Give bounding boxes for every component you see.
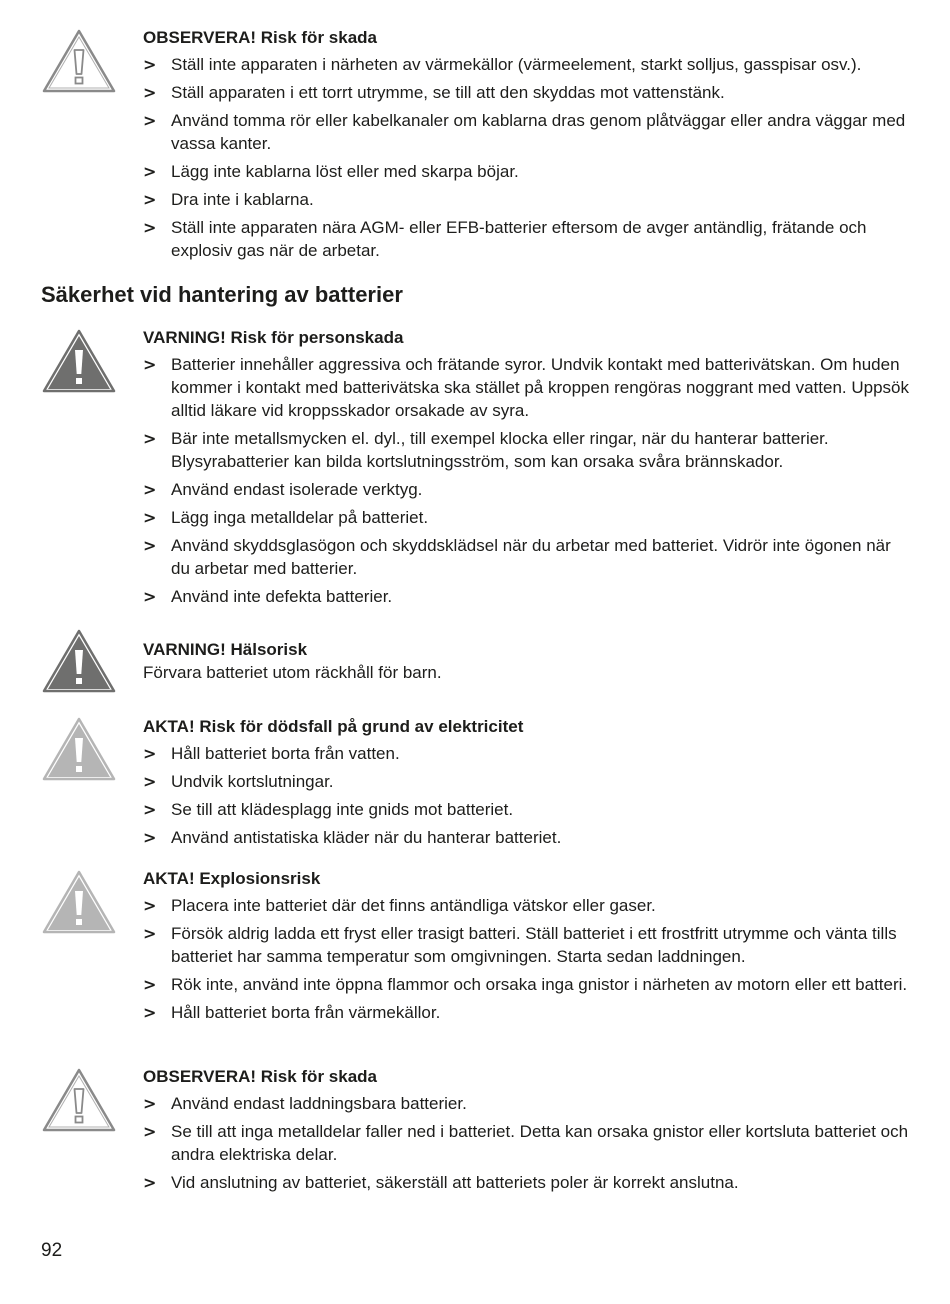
list-item: > Använd endast isolerade verktyg. — [143, 480, 423, 499]
chevron-right-icon: > — [143, 744, 157, 763]
chevron-right-icon: > — [143, 828, 157, 847]
chevron-right-icon: > — [143, 508, 157, 527]
list-item: > Använd tomma rör eller kabelkanaler om kablarna dras genom plåtväggar eller andra väggar med vassa kanter. — [143, 111, 906, 153]
chevron-right-icon: > — [143, 218, 157, 237]
chevron-right-icon: > — [143, 1003, 157, 1022]
warning-triangle-gray-icon — [41, 716, 117, 782]
list-item: > Använd skyddsglasögon och skyddsklädsel när du arbetar med batteriet. Vidrör inte ögonen när du arbetar med batterier. — [143, 536, 891, 578]
section-heading: Säkerhet vid hantering av batterier — [41, 282, 403, 307]
notice-list — [143, 1092, 913, 1194]
notice-title: OBSERVERA! Risk för skada — [143, 28, 377, 47]
chevron-right-icon: > — [143, 1094, 157, 1113]
page-number: 92 — [41, 1240, 63, 1261]
chevron-right-icon: > — [143, 111, 157, 130]
list-item: > Ställ inte apparaten nära AGM- eller EFB-batterier eftersom de avger antändlig, frätande och explosiv gas när de arbetar. — [143, 218, 867, 260]
list-item: > Batterier innehåller aggressiva och frätande syror. Undvik kontakt med batterivätskan. Om huden kommer i kontakt med batterivätska ska stället på kroppen rengöras noggrant med vatten. Uppsök alltid läkare vid kroppsskador orsakade av syra. — [143, 355, 909, 420]
list-item: > Håll batteriet borta från vatten. — [143, 744, 400, 763]
notice-list — [143, 742, 913, 849]
chevron-right-icon: > — [143, 924, 157, 943]
notice-list — [143, 53, 913, 262]
notice-title: VARNING! Hälsorisk — [143, 640, 308, 659]
notice-list — [143, 894, 913, 1024]
list-item: > Bär inte metallsmycken el. dyl., till exempel klocka eller ringar, när du hanterar batterier. Blysyrabatterier kan bilda kortslutningsström, som kan orsaka svåra brännskador. — [143, 429, 829, 471]
chevron-right-icon: > — [143, 1173, 157, 1192]
list-item: > Lägg inte kablarna löst eller med skarpa böjar. — [143, 162, 519, 181]
list-item: > Rök inte, använd inte öppna flammor och orsaka inga gnistor i närheten av motorn eller ett batteri. — [143, 975, 908, 994]
list-item: > Undvik kortslutningar. — [143, 772, 334, 791]
chevron-right-icon: > — [143, 162, 157, 181]
warning-triangle-dark-icon — [41, 628, 117, 694]
list-item: > Håll batteriet borta från värmekällor. — [143, 1003, 441, 1022]
notice-title: AKTA! Explosionsrisk — [143, 869, 321, 888]
list-item: > Använd antistatiska kläder när du hanterar batteriet. — [143, 828, 562, 847]
list-item: > Lägg inga metalldelar på batteriet. — [143, 508, 429, 527]
warning-triangle-outline-icon — [41, 1067, 117, 1133]
list-item: > Ställ inte apparaten i närheten av värmekällor (värmeelement, starkt solljus, gasspisar osv.). — [143, 55, 862, 74]
chevron-right-icon: > — [143, 429, 157, 448]
list-item: > Se till att inga metalldelar faller ned i batteriet. Detta kan orsaka gnistor eller kortsluta batteriet och andra elektriska delar. — [143, 1122, 909, 1164]
list-item: > Dra inte i kablarna. — [143, 190, 314, 209]
chevron-right-icon: > — [143, 1122, 157, 1141]
list-item: > Använd inte defekta batterier. — [143, 587, 393, 606]
notice-title: OBSERVERA! Risk för skada — [143, 1067, 377, 1086]
chevron-right-icon: > — [143, 355, 157, 374]
warning-triangle-outline-icon — [41, 28, 117, 94]
chevron-right-icon: > — [143, 896, 157, 915]
chevron-right-icon: > — [143, 190, 157, 209]
chevron-right-icon: > — [143, 536, 157, 555]
list-item: > Försök aldrig ladda ett fryst eller trasigt batteri. Ställ batteriet i ett frostfritt utrymme och vänta tills batteriet har samma temperatur som omgivningen. Starta sedan laddningen. — [143, 924, 897, 966]
chevron-right-icon: > — [143, 975, 157, 994]
list-item: > Använd endast laddningsbara batterier. — [143, 1094, 467, 1113]
notice-list — [143, 353, 913, 608]
list-item: > Vid anslutning av batteriet, säkerställ att batteriets poler är korrekt anslutna. — [143, 1173, 739, 1192]
chevron-right-icon: > — [143, 587, 157, 606]
notice-title: VARNING! Risk för personskada — [143, 328, 404, 347]
warning-triangle-dark-icon — [41, 328, 117, 394]
notice-title: AKTA! Risk för dödsfall på grund av elektricitet — [143, 717, 524, 736]
list-item: > Ställ apparaten i ett torrt utrymme, se till att den skyddas mot vattenstänk. — [143, 83, 725, 102]
chevron-right-icon: > — [143, 772, 157, 791]
warning-triangle-gray-icon — [41, 869, 117, 935]
notice-text: Förvara batteriet utom räckhåll för barn. — [143, 663, 442, 682]
chevron-right-icon: > — [143, 480, 157, 499]
chevron-right-icon: > — [143, 800, 157, 819]
chevron-right-icon: > — [143, 55, 157, 74]
list-item: > Se till att klädesplagg inte gnids mot batteriet. — [143, 800, 514, 819]
chevron-right-icon: > — [143, 83, 157, 102]
list-item: > Placera inte batteriet där det finns antändliga vätskor eller gaser. — [143, 896, 656, 915]
